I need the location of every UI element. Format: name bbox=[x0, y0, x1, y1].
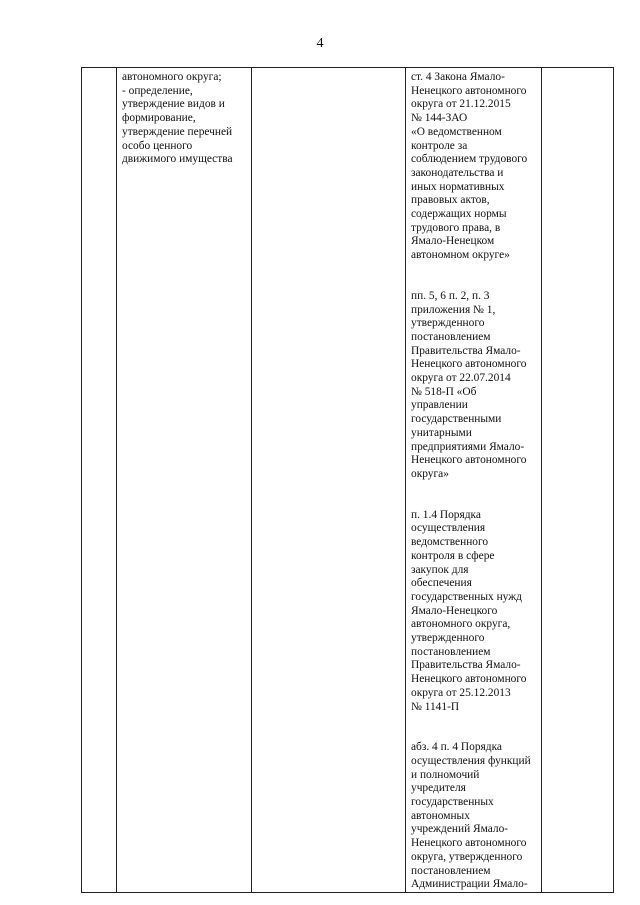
table-row bbox=[82, 68, 614, 893]
table-cell-number bbox=[82, 68, 117, 893]
table-cell-empty bbox=[252, 68, 406, 893]
legal-basis-paragraph: п. 1.4 Порядка осуществления ведомственного контроля в сфере закупок для обеспечения государственных нужд Ямало-Ненецкого автономного округа, утвержденного постановлением Правительства Ямало- Ненецкого автономного округа от 25.12.2013 № 1141-П bbox=[411, 508, 527, 713]
legal-basis-paragraph: ст. 4 Закона Ямало- Ненецкого автономного округа от 21.12.2015 № 144-ЗАО «О ведомственном контроле за соблюдением трудового законодательства и иных нормативных правовых актов, содержащих нормы трудового права, в Ямало-Ненецком автономном округе» bbox=[411, 71, 528, 262]
page-number: 4 bbox=[316, 36, 324, 51]
table-cell-last bbox=[542, 68, 614, 893]
table-cell-powers bbox=[117, 68, 252, 893]
table-cell-legal-basis bbox=[406, 68, 542, 893]
powers-text: автономного округа; - определение, утверждение видов и формирование, утверждение перечней особо ценного движимого имущества bbox=[122, 71, 233, 166]
legal-basis-paragraph: пп. 5, 6 п. 2, п. 3 приложения № 1, утвержденного постановлением Правительства Ямало- Ненецкого автономного округа от 22.07.2014 № 518-П «Об управлении государственными унитарными предприятиями Ямало- Ненецкого автономного округа» bbox=[411, 289, 527, 480]
document-table bbox=[81, 67, 614, 893]
legal-basis-paragraph: абз. 4 п. 4 Порядка осуществления функций и полномочий учредителя государственных автономных учреждений Ямало- Ненецкого автономного округа, утвержденного постановлением Администрации Ямало- bbox=[411, 741, 531, 891]
